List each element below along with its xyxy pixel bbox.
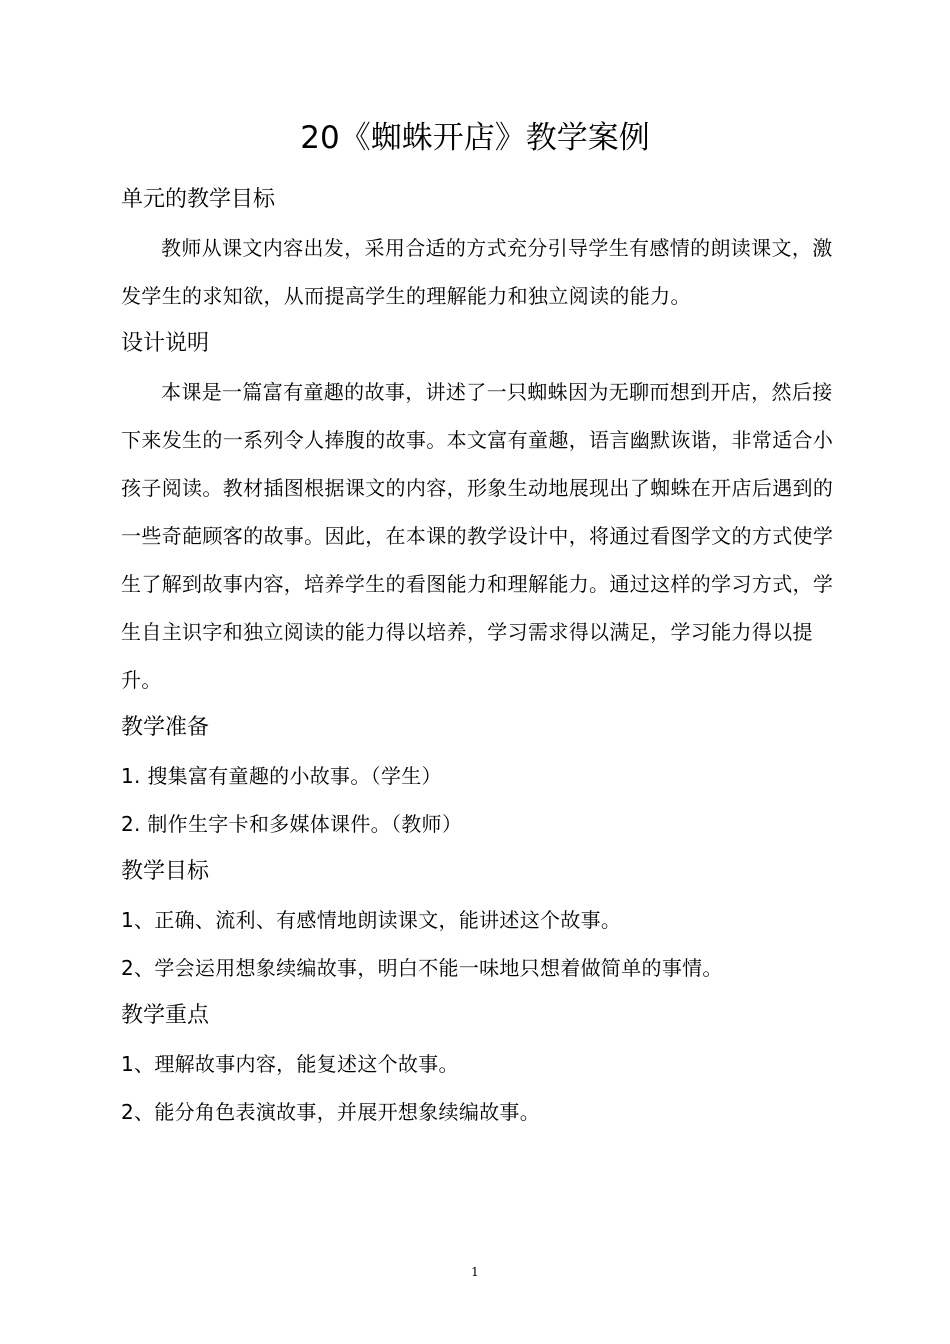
section-heading-unit-goals: 单元的教学目标 (121, 187, 276, 212)
preparation-item: 1. 搜集富有童趣的小故事。（学生） (121, 764, 442, 788)
document-title: 20《蜘蛛开店》教学案例 (300, 120, 650, 156)
section-heading-key-points: 教学重点 (121, 1003, 210, 1028)
page-number: 1 (471, 1265, 479, 1279)
section-heading-design-notes: 设计说明 (121, 331, 210, 356)
objective-item: 2、学会运用想象续编故事，明白不能一味地只想着做简单的事情。 (121, 956, 723, 980)
section-heading-objectives: 教学目标 (121, 859, 210, 884)
document-body (121, 176, 837, 1136)
key-point-item: 2、能分角色表演故事，并展开想象续编故事。 (121, 1100, 541, 1124)
key-point-item: 1、理解故事内容，能复述这个故事。 (121, 1052, 459, 1076)
objective-item: 1、正确、流利、有感情地朗读课文，能讲述这个故事。 (121, 908, 622, 932)
unit-goals-paragraph: 教师从课文内容出发，采用合适的方式充分引导学生有感情的朗读课文，激发学生的求知欲，从而提高学生的理解能力和独立阅读的能力。 (121, 236, 833, 308)
preparation-item: 2. 制作生字卡和多媒体课件。（教师） (121, 812, 463, 836)
design-notes-paragraph: 本课是一篇富有童趣的故事，讲述了一只蜘蛛因为无聊而想到开店，然后接下来发生的一系列令人捧腹的故事。本文富有童趣，语言幽默诙谐，非常适合小孩子阅读。教材插图根据课文的内容，形象生动地展现出了蜘蛛在开店后遇到的一些奇葩顾客的故事。因此，在本课的教学设计中，将通过看图学文的方式使学生了解到故事内容，培养学生的看图能力和理解能力。通过这样的学习方式，学生自主识字和独立阅读的能力得以培养，学习需求得以满足，学习能力得以提升。 (121, 380, 834, 692)
section-heading-preparation: 教学准备 (121, 715, 210, 740)
